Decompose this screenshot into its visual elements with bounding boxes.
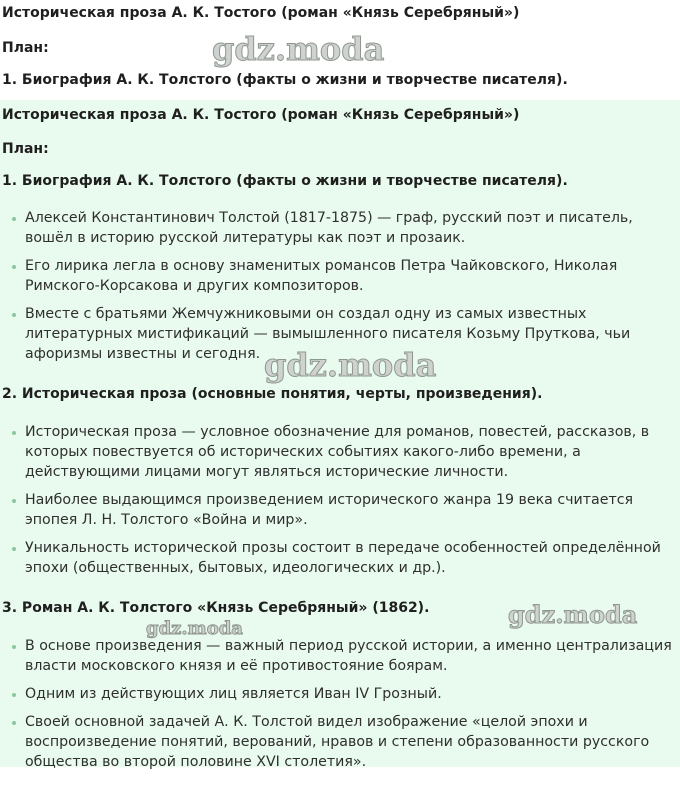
list-item: В основе произведения — важный период русской истории, а именно централизация власти московского князя и её противостояние боярам. <box>0 636 680 676</box>
header-point-1: 1. Биография А. К. Толстого (факты о жизни и творчестве писателя). <box>2 72 568 88</box>
watermark-logo: gdz.moda <box>146 618 243 639</box>
content-title: Историческая проза А. К. Тостого (роман «Князь Серебряный») <box>2 107 520 123</box>
watermark-logo: gdz.moda <box>508 600 638 629</box>
section-2-list <box>0 422 680 586</box>
list-item: Алексей Константинович Толстой (1817-1875) — граф, русский поэт и писатель, вошёл в историю русской литературы как поэт и прозаик. <box>0 208 680 248</box>
watermark-logo: gdz.moda <box>212 30 385 68</box>
content-plan-label: План: <box>2 141 49 157</box>
section-2-heading: 2. Историческая проза (основные понятия, черты, произведения). <box>2 386 543 402</box>
section-3-heading: 3. Роман А. К. Толстого «Князь Серебряный» (1862). <box>2 600 430 616</box>
header-plan-label: План: <box>2 40 49 56</box>
list-item: Вместе с братьями Жемчужниковыми он создал одну из самых известных литературных мистификаций — вымышленного писателя Козьму Пруткова, чьи афоризмы известны и сегодня. <box>0 304 680 364</box>
list-item: Историческая проза — условное обозначение для романов, повестей, рассказов, в которых повествуется об исторических событиях какого-либо времени, а действующими лицами могут являться исторические личности. <box>0 422 680 482</box>
section-1-list <box>0 208 680 372</box>
list-item: Наиболее выдающимся произведением исторического жанра 19 века считается эпопея Л. Н. Толстого «Война и мир». <box>0 490 680 530</box>
list-item: Одним из действующих лиц является Иван IV Грозный. <box>0 684 680 704</box>
list-item: Уникальность исторической прозы состоит в передаче особенностей определённой эпохи (общественных, бытовых, идеологических и др.). <box>0 538 680 578</box>
section-3-list <box>0 636 680 780</box>
header-block <box>0 0 680 100</box>
list-item: Своей основной задачей А. К. Толстой видел изображение «целой эпохи и воспроизведение понятий, верований, нравов и степени образованности русского общества во второй половине XVI столетия». <box>0 712 680 772</box>
section-1-heading: 1. Биография А. К. Толстого (факты о жизни и творчестве писателя). <box>2 173 568 189</box>
watermark-logo: gdz.moda <box>264 346 437 384</box>
list-item: Его лирика легла в основу знаменитых романсов Петра Чайковского, Николая Римского-Корсакова и других композиторов. <box>0 256 680 296</box>
header-title: Историческая проза А. К. Тостого (роман «Князь Серебряный») <box>2 5 520 21</box>
